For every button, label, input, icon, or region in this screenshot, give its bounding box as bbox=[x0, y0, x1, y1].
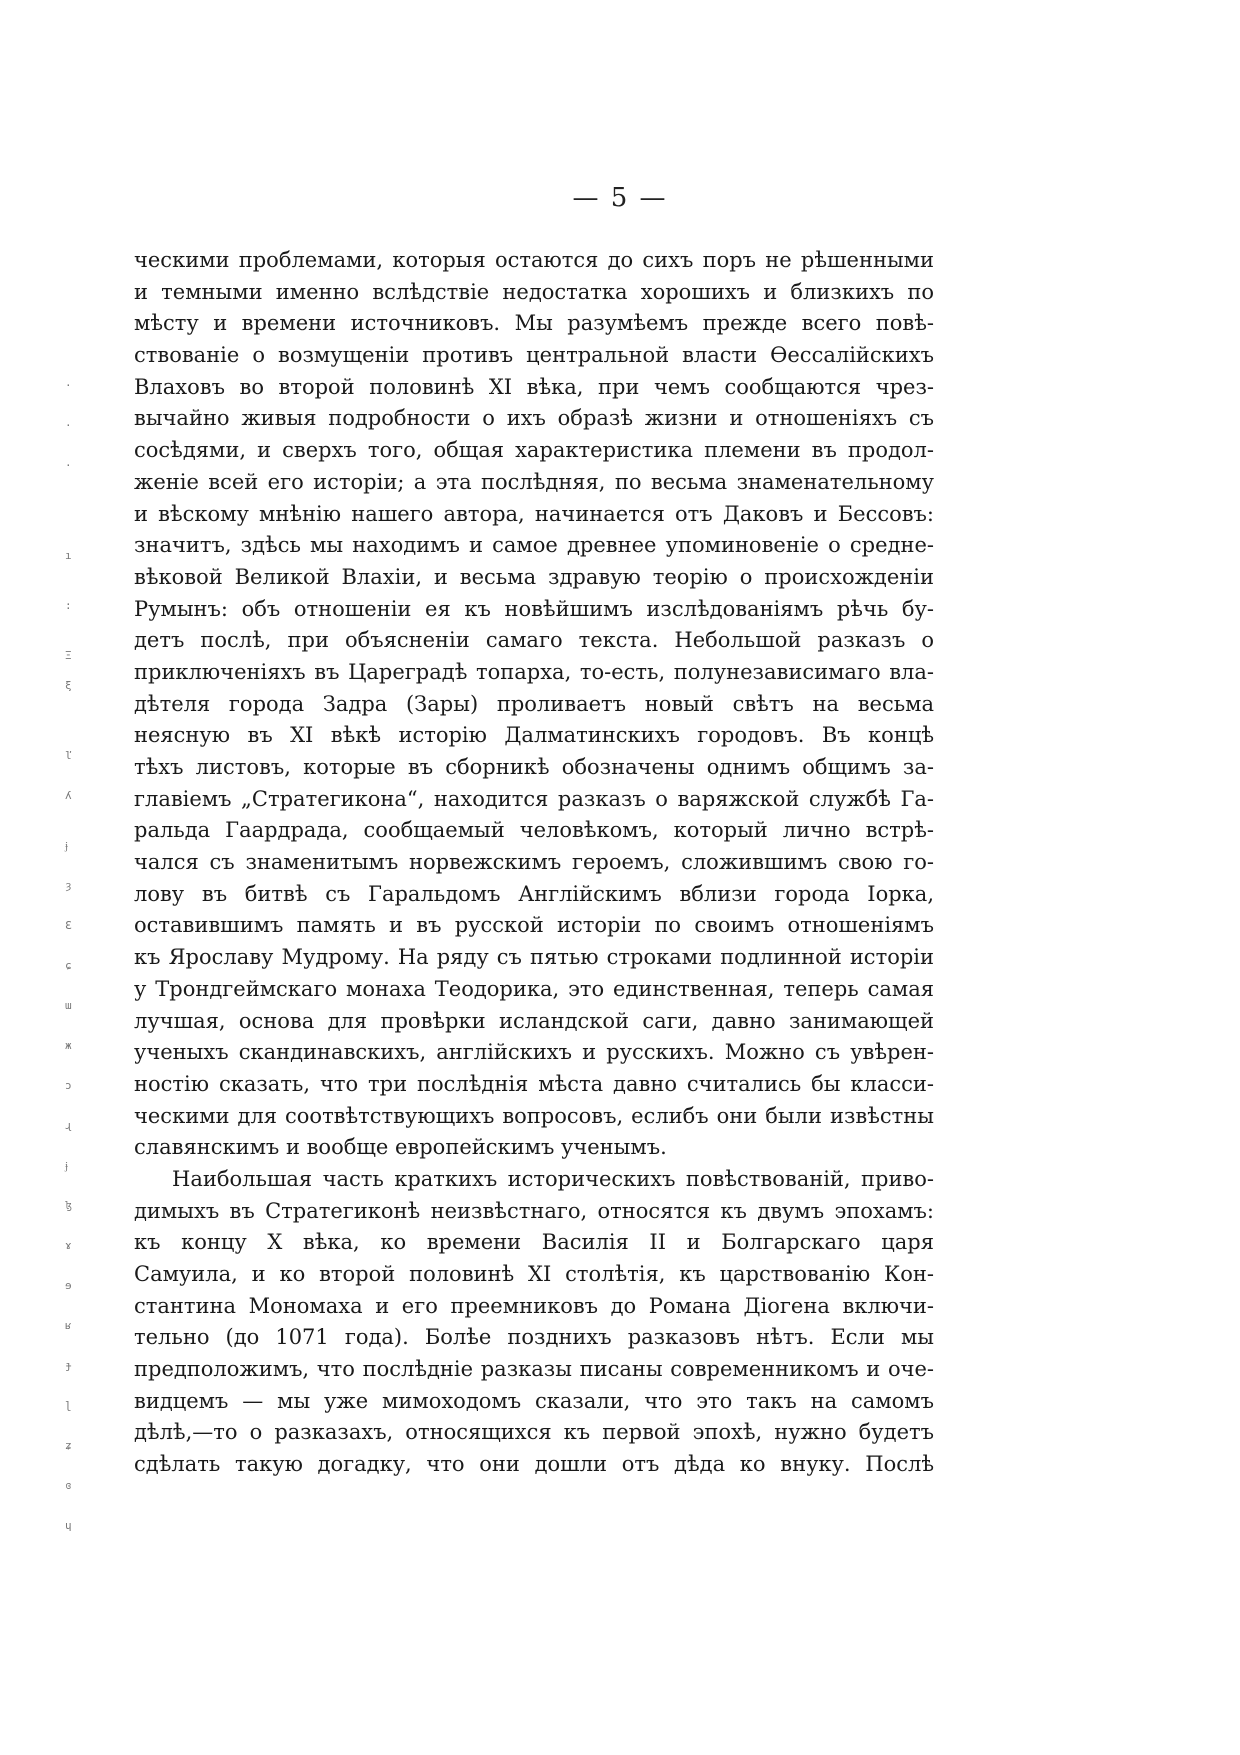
text-line: мѣсту и времени источниковъ. Мы разумѣемъ прежде всего повѣ- bbox=[134, 311, 934, 336]
text-line: вѣковой Великой Влахіи, и весьма здравую теорію о происхожденіи bbox=[134, 564, 934, 589]
text-line: предположимъ, что послѣдніе разказы писаны современникомъ и оче- bbox=[134, 1357, 934, 1382]
text-line: чался съ знаменитымъ норвежскимъ героемъ, сложившимъ свою го- bbox=[134, 850, 934, 875]
page-number: — 5 — bbox=[572, 183, 668, 213]
text-line: къ Ярославу Мудрому. На ряду съ пятью строками подлинной исторіи bbox=[134, 945, 934, 970]
text-line: ностію сказать, что три послѣднія мѣста давно считались бы класси- bbox=[134, 1071, 934, 1096]
text-line: приключеніяхъ въ Цареградѣ топарха, то-есть, полунезависимаго вла- bbox=[134, 659, 934, 684]
text-line: женіе всей его исторіи; а эта послѣдняя, по весьма знаменательному bbox=[134, 469, 934, 494]
text-line: Наибольшая часть краткихъ историческихъ повѣствованій, приво- bbox=[172, 1166, 934, 1191]
text-line: и вѣскому мнѣнію нашего автора, начинается отъ Даковъ и Бессовъ: bbox=[134, 501, 934, 526]
text-line: детъ послѣ, при объясненіи самаго текста. Небольшой разказъ о bbox=[134, 628, 934, 653]
text-line: славянскимъ и вообще европейскимъ ученымъ. bbox=[134, 1135, 667, 1160]
text-line: тѣхъ листовъ, которые въ сборникѣ обозначены однимъ общимъ за- bbox=[134, 755, 934, 779]
paragraph-2 bbox=[134, 1164, 934, 1481]
text-line: сдѣлать такую догадку, что они дошли отъ дѣда ко внуку. Послѣ bbox=[134, 1452, 934, 1477]
text-line: димыхъ въ Стратегиконѣ неизвѣстнаго, относятся къ двумъ эпохамъ: bbox=[134, 1198, 934, 1223]
text-line: къ концу X вѣка, ко времени Василія II и Болгарскаго царя bbox=[134, 1230, 934, 1255]
text-line: лову въ битвѣ съ Гаральдомъ Англійскимъ вблизи города Іорка, bbox=[134, 881, 934, 906]
text-line: ученыхъ скандинавскихъ, англійскихъ и русскихъ. Можно съ увѣрен- bbox=[134, 1040, 934, 1065]
text-line: оставившимъ память и въ русской исторіи по своимъ отношеніямъ bbox=[134, 913, 934, 938]
text-line: ствованіе о возмущеніи противъ центральной власти Ѳессалійскихъ bbox=[134, 343, 934, 368]
text-line: Румынъ: объ отношеніи ея къ новѣйшимъ изслѣдованіямъ рѣчь бу- bbox=[134, 596, 934, 621]
scan-artifacts: · · · ı : Ξ ξ ľ ʎ ɉ ȝ ℇ ɕ ɯ ж ɔ ɻ ɉ ɮ ɤ ɘ ʁ ɟ ɭ ʑ ɞ ɥ bbox=[65, 379, 72, 1532]
text-line: тельно (до 1071 года). Болѣе позднихъ разказовъ нѣтъ. Если мы bbox=[134, 1325, 934, 1350]
text-line: ральда Гаардрада, сообщаемый человѣкомъ, который лично встрѣ- bbox=[134, 818, 934, 843]
text-line: Влаховъ во второй половинѣ XI вѣка, при чемъ сообщаются чрез- bbox=[134, 374, 934, 399]
text-line: значитъ, здѣсь мы находимъ и самое древнее упоминовеніе о средне- bbox=[134, 533, 934, 558]
text-line: у Трондгеймскаго монаха Теодорика, это единственная, теперь самая bbox=[134, 976, 934, 1001]
text-line: дѣтеля города Задра (Зары) проливаетъ новый свѣтъ на весьма bbox=[134, 691, 934, 716]
text-line: стантина Мономаха и его преемниковъ до Романа Діогена включи- bbox=[134, 1293, 934, 1318]
text-line: неясную въ XI вѣкѣ исторію Далматинскихъ городовъ. Въ концѣ bbox=[134, 723, 934, 748]
text-line: дѣлѣ,—то о разказахъ, относящихся къ первой эпохѣ, нужно будетъ bbox=[134, 1420, 934, 1445]
text-line: видцемъ — мы уже мимоходомъ сказали, что это такъ на самомъ bbox=[134, 1388, 934, 1413]
text-line: лучшая, основа для провѣрки исландской саги, давно занимающей bbox=[134, 1008, 934, 1033]
paragraph-1 bbox=[134, 245, 934, 1164]
text-line: ческими проблемами, которыя остаются до сихъ поръ не рѣшенными bbox=[134, 248, 934, 272]
text-line: главіемъ „Стратегикона“, находится разказъ о варяжской службѣ Га- bbox=[134, 786, 934, 811]
text-line: ческими для соотвѣтствующихъ вопросовъ, еслибъ они были извѣстны bbox=[134, 1103, 934, 1128]
text-line: вычайно живыя подробности о ихъ образѣ жизни и отношеніяхъ съ bbox=[134, 406, 934, 431]
text-line: Самуила, и ко второй половинѣ XI столѣтія, къ царствованію Кон- bbox=[134, 1262, 934, 1286]
body-text bbox=[134, 245, 934, 1481]
text-line: сосѣдями, и сверхъ того, общая характеристика племени въ продол- bbox=[134, 438, 934, 463]
text-line: и темными именно вслѣдствіе недостатка хорошихъ и близкихъ по bbox=[134, 279, 934, 304]
